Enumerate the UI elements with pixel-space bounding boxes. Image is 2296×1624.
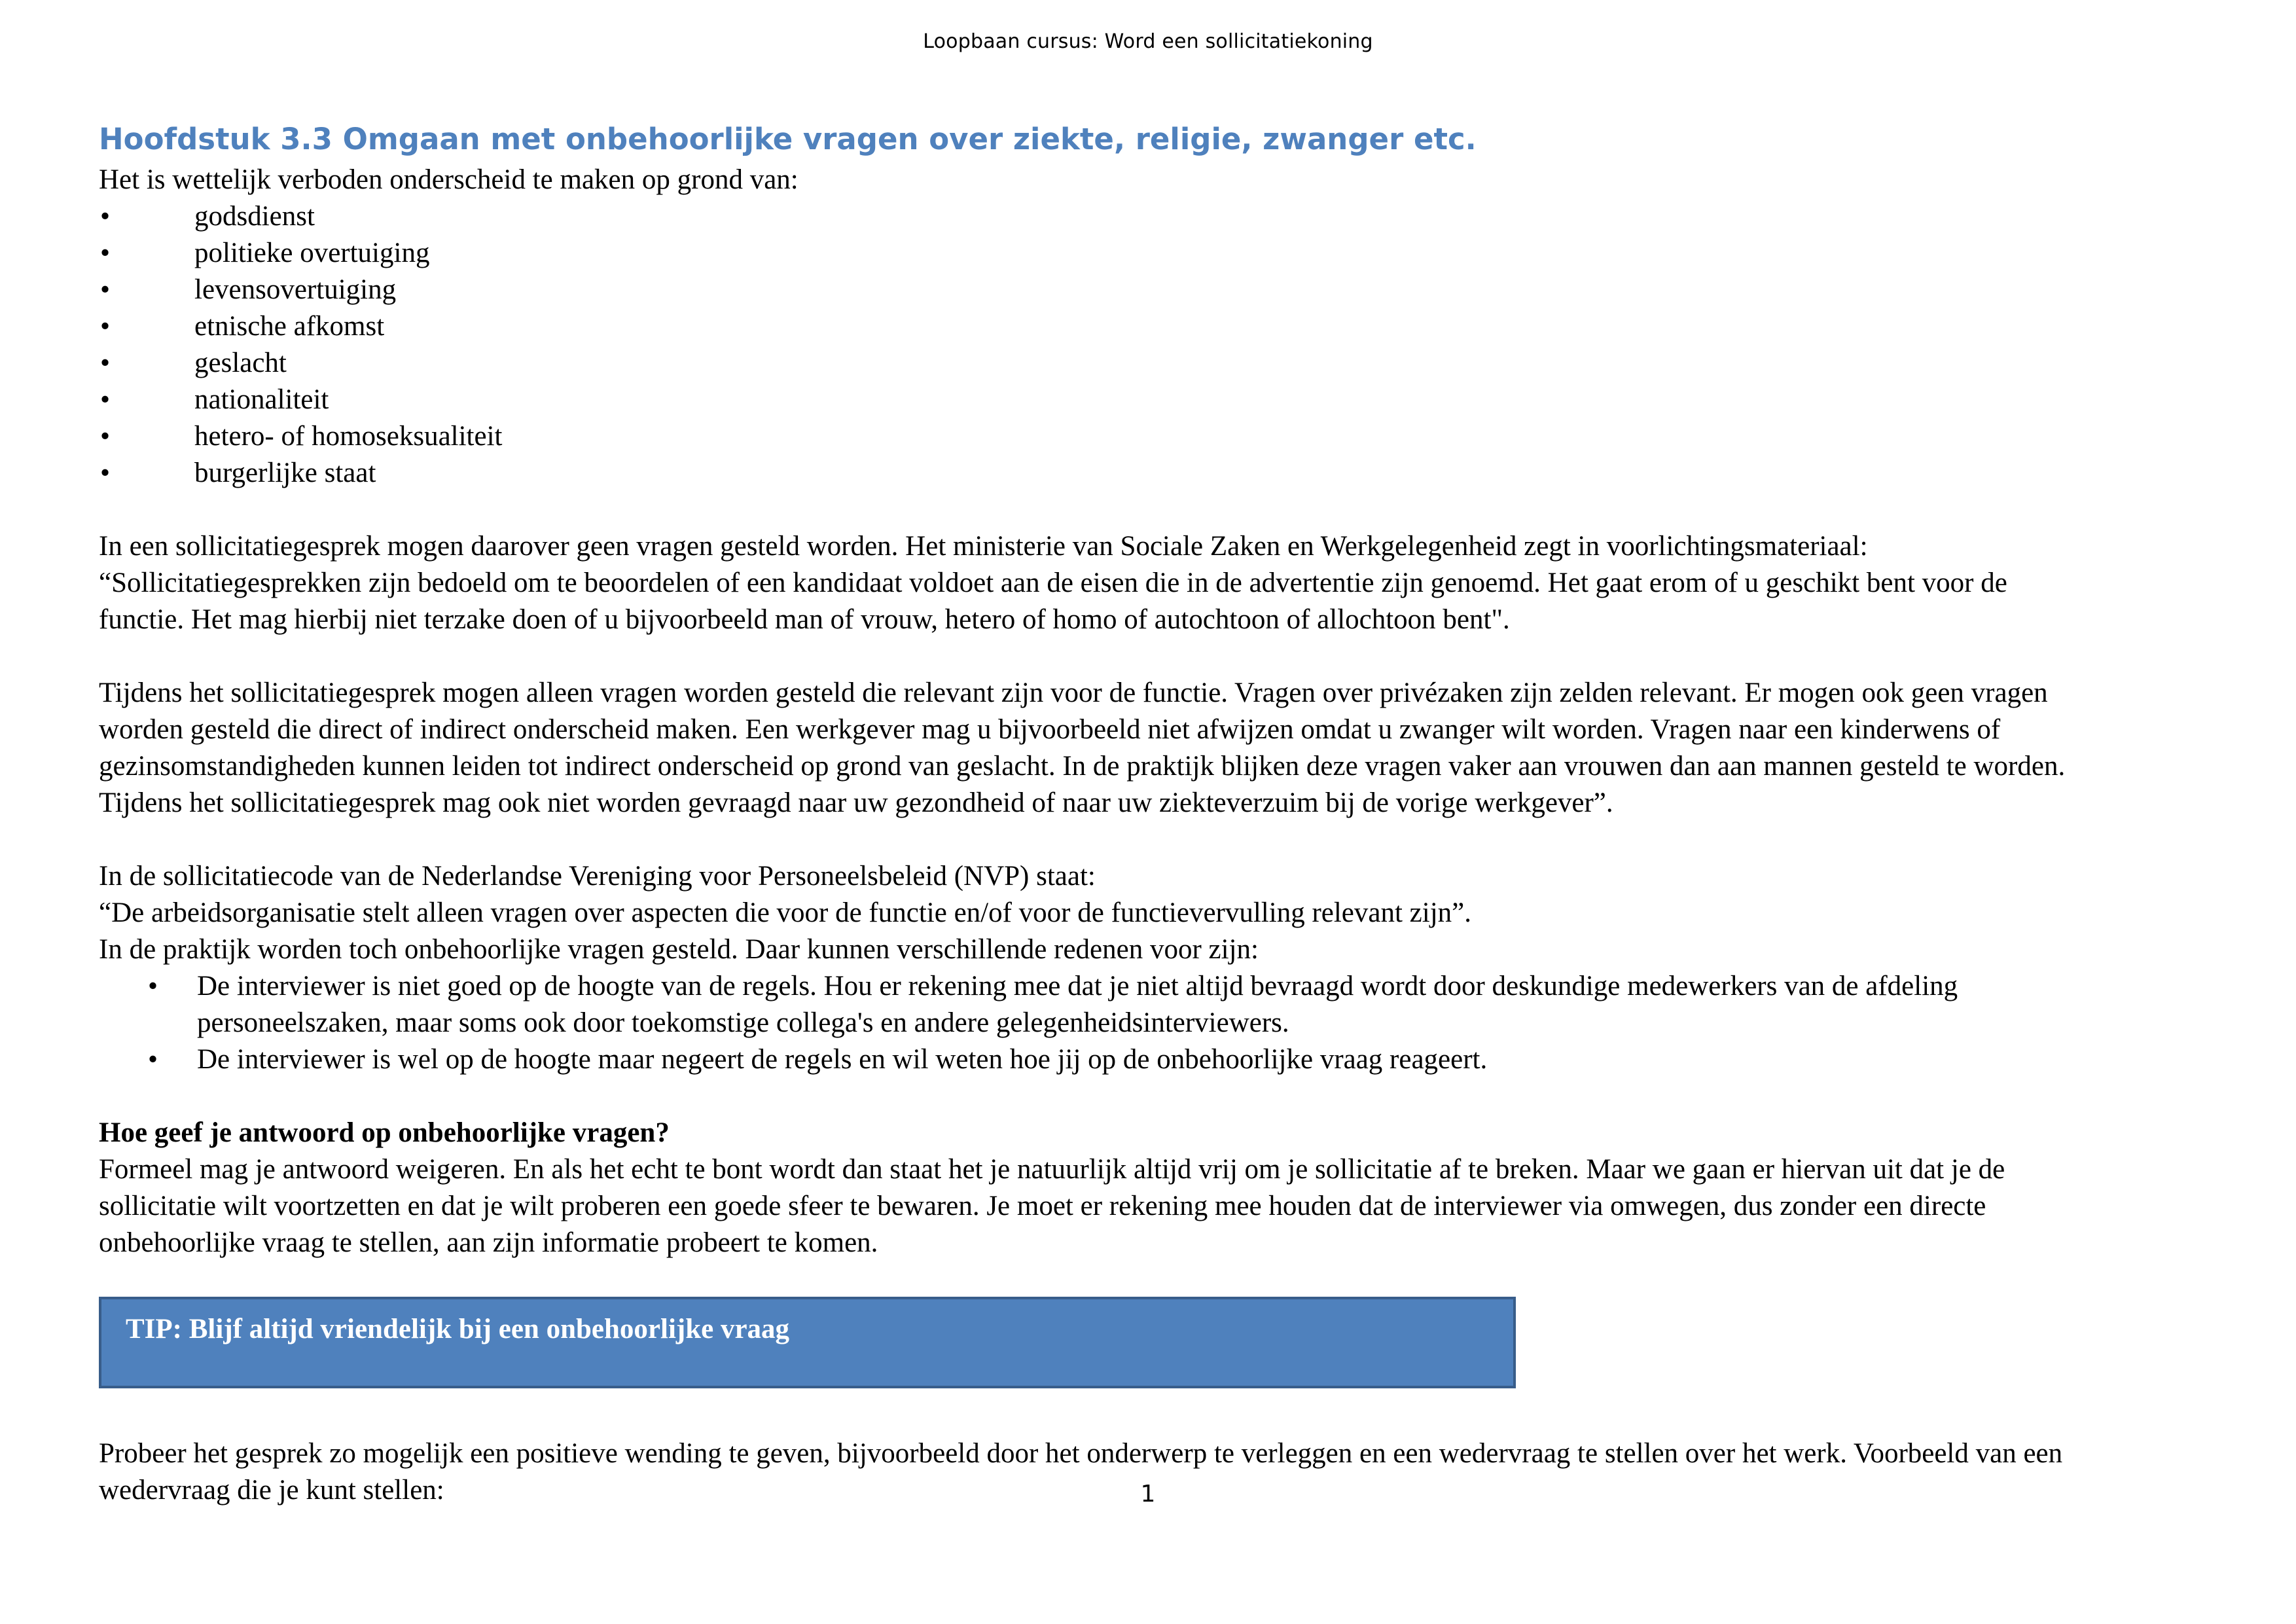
list-item-text: burgerlijke staat <box>194 458 376 488</box>
bullet-icon: • <box>100 348 111 378</box>
spacer <box>99 1078 2203 1115</box>
paragraph-relevant-questions <box>99 675 2203 821</box>
grounds-list <box>99 198 2203 492</box>
bullet-icon: • <box>100 384 111 415</box>
tip-box <box>99 1297 1516 1388</box>
paragraph-ministry-quote <box>99 528 2203 638</box>
list-item-text: nationaliteit <box>194 384 329 415</box>
text-line: gezinsomstandigheden kunnen leiden tot indirect onderscheid op grond van geslacht. In de praktijk blijken deze vragen vaker aan vrouwen dan aan mannen gesteld te worden. <box>99 751 2066 782</box>
list-item <box>99 345 2203 382</box>
list-item-text: politieke overtuiging <box>194 238 430 268</box>
text-line: wedervraag die je kunt stellen: <box>99 1475 444 1506</box>
list-item <box>99 382 2203 418</box>
text-line: “De arbeidsorganisatie stelt alleen vragen over aspecten die voor de functie en/of voor de functievervulling relevant zijn”. <box>99 897 1471 928</box>
chapter-heading: Hoofdstuk 3.3 Omgaan met onbehoorlijke vragen over ziekte, religie, zwanger etc. <box>99 122 1477 156</box>
text-line: “Sollicitatiegesprekken zijn bedoeld om te beoordelen of een kandidaat voldoet aan de eisen die in de advertentie zijn genoemd. Het gaat erom of u geschikt bent voor de <box>99 568 2007 598</box>
bullet-icon: • <box>100 311 111 342</box>
bullet-icon: • <box>148 1044 158 1075</box>
spacer <box>99 492 2203 528</box>
list-item-text: De interviewer is niet goed op de hoogte van de regels. Hou er rekening mee dat je niet altijd bevraagd wordt door deskundige medewerkers van de afdeling <box>197 971 1958 1001</box>
list-item <box>99 968 2203 1041</box>
paragraph-refuse-answer <box>99 1151 2203 1261</box>
page-running-header: Loopbaan cursus: Word een sollicitatiekoning <box>923 30 1373 53</box>
text-line: In de praktijk worden toch onbehoorlijke vragen gesteld. Daar kunnen verschillende redenen voor zijn: <box>99 934 1259 965</box>
list-item <box>99 235 2203 272</box>
spacer <box>99 638 2203 675</box>
document-body <box>99 119 2203 1509</box>
text-line: In de sollicitatiecode van de Nederlandse Vereniging voor Personeelsbeleid (NVP) staat: <box>99 861 1096 892</box>
text-line: Tijdens het sollicitatiegesprek mogen alleen vragen worden gesteld die relevant zijn voor de functie. Vragen over privézaken zijn zelden relevant. Er mogen ook geen vragen <box>99 677 2048 708</box>
spacer <box>99 821 2203 858</box>
list-item <box>99 455 2203 492</box>
text-line: In een sollicitatiegesprek mogen daarover geen vragen gesteld worden. Het ministerie van Sociale Zaken en Werkgelegenheid zegt in voorlichtingsmateriaal: <box>99 531 1868 562</box>
list-item-text: De interviewer is wel op de hoogte maar negeert de regels en wil weten hoe jij op de onbehoorlijke vraag reageert. <box>197 1044 1488 1075</box>
list-item <box>99 308 2203 345</box>
subheading: Hoe geef je antwoord op onbehoorlijke vragen? <box>99 1117 670 1148</box>
paragraph-nvp-code <box>99 858 2203 968</box>
list-item-text: hetero- of homoseksualiteit <box>194 421 503 452</box>
text-line: worden gesteld die direct of indirect onderscheid maken. Een werkgever mag u bijvoorbeeld niet afwijzen omdat u zwanger wilt worden. Vragen naar een kinderwens of <box>99 714 2001 745</box>
bullet-icon: • <box>100 238 111 268</box>
page-number: 1 <box>1140 1481 1156 1507</box>
list-item <box>99 198 2203 235</box>
text-line: Formeel mag je antwoord weigeren. En als het echt te bont wordt dan staat het je natuurlijk altijd vrij om je sollicitatie af te breken. Maar we gaan er hiervan uit dat je de <box>99 1154 2005 1185</box>
text-line: Tijdens het sollicitatiegesprek mag ook niet worden gevraagd naar uw gezondheid of naar uw ziekteverzuim bij de vorige werkgever”. <box>99 787 1613 818</box>
reasons-list <box>99 968 2203 1078</box>
list-item-text: godsdienst <box>194 201 315 232</box>
list-item <box>99 418 2203 455</box>
bullet-icon: • <box>100 421 111 452</box>
list-item-text: geslacht <box>194 348 287 378</box>
bullet-icon: • <box>100 458 111 488</box>
bullet-icon: • <box>148 971 158 1001</box>
list-item-text: personeelszaken, maar soms ook door toekomstige collega's en andere gelegenheidsinterviewers. <box>197 1007 1289 1038</box>
intro-text: Het is wettelijk verboden onderscheid te maken op grond van: <box>99 164 798 195</box>
tip-text: TIP: Blijf altijd vriendelijk bij een onbehoorlijke vraag <box>126 1314 790 1344</box>
list-item-text: etnische afkomst <box>194 311 385 342</box>
bullet-icon: • <box>100 274 111 305</box>
bullet-icon: • <box>100 201 111 232</box>
list-item <box>99 272 2203 308</box>
text-line: sollicitatie wilt voortzetten en dat je wilt proberen een goede sfeer te bewaren. Je moet er rekening mee houden dat de interviewer via omwegen, dus zonder een directe <box>99 1191 1986 1221</box>
list-item <box>99 1041 2203 1078</box>
text-line: functie. Het mag hierbij niet terzake doen of u bijvoorbeeld man of vrouw, hetero of homo of autochtoon of allochtoon bent". <box>99 604 1510 635</box>
text-line: onbehoorlijke vraag te stellen, aan zijn informatie probeert te komen. <box>99 1227 878 1258</box>
list-item-text: levensovertuiging <box>194 274 397 305</box>
text-line: Probeer het gesprek zo mogelijk een positieve wending te geven, bijvoorbeeld door het onderwerp te verleggen en een wedervraag te stellen over het werk. Voorbeeld van een <box>99 1438 2063 1469</box>
